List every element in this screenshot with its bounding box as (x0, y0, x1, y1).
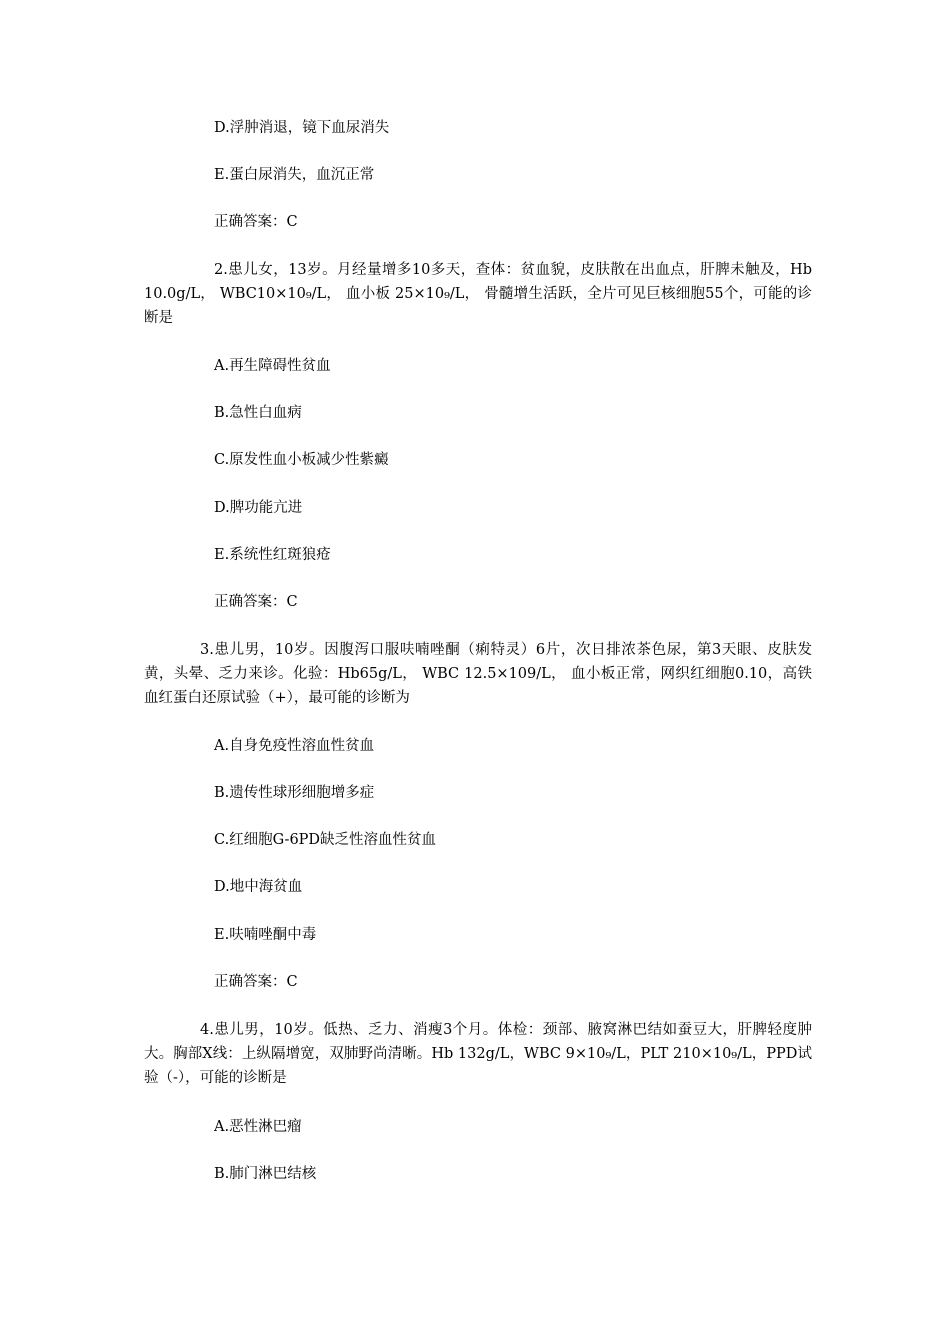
q2-option-e: E.系统性红斑狼疮 (214, 547, 331, 563)
q2-stem: 2.患儿女，13岁。月经量增多10多天，查体：贫血貌，皮肤散在出血点，肝脾未触及，Hb 10.0g/L， WBC10×10₉/L， 血小板 25×10₉/L， 骨髓增生活跃，全片可见巨核细胞55个，可能的诊断是 (144, 262, 812, 326)
q3-option-d: D.地中海贫血 (214, 879, 303, 895)
q1-answer: 正确答案：C (214, 214, 298, 230)
q4-stem: 4.患儿男，10岁。低热、乏力、消瘦3个月。体检：颈部、腋窝淋巴结如蚕豆大，肝脾轻度肿大。胸部X线：上纵隔增宽，双肺野尚清晰。Hb 132g/L，WBC 9×10₉/L，PLT 210×10₉/L，PPD试验（-），可能的诊断是 (144, 1022, 812, 1086)
q1-option-e: E.蛋白尿消失，血沉正常 (214, 167, 375, 183)
q4-option-a: A.恶性淋巴瘤 (214, 1119, 302, 1135)
q3-stem: 3.患儿男，10岁。因腹泻口服呋喃唑酮（痢特灵）6片，次日排浓茶色尿，第3天眼、皮肤发黄，头晕、乏力来诊。化验：Hb65g/L， WBC 12.5×109/L， 血小板正常，网织红细胞0.10，高铁血红蛋白还原试验（+），最可能的诊断为 (144, 642, 812, 706)
q3-option-e: E.呋喃唑酮中毒 (214, 927, 317, 943)
q3-option-a: A.自身免疫性溶血性贫血 (214, 738, 375, 754)
q1-option-d: D.浮肿消退，镜下血尿消失 (214, 120, 390, 136)
q3-answer: 正确答案：C (214, 974, 298, 990)
q2-option-a: A.再生障碍性贫血 (214, 358, 331, 374)
q3-option-c: C.红细胞G-6PD缺乏性溶血性贫血 (214, 832, 437, 848)
q2-option-d: D.脾功能亢进 (214, 500, 303, 516)
q2-option-b: B.急性白血病 (214, 405, 302, 421)
q2-option-c: C.原发性血小板减少性紫癜 (214, 452, 389, 468)
q4-option-b: B.肺门淋巴结核 (214, 1166, 317, 1182)
q2-answer: 正确答案：C (214, 594, 298, 610)
q3-option-b: B.遗传性球形细胞增多症 (214, 785, 375, 801)
